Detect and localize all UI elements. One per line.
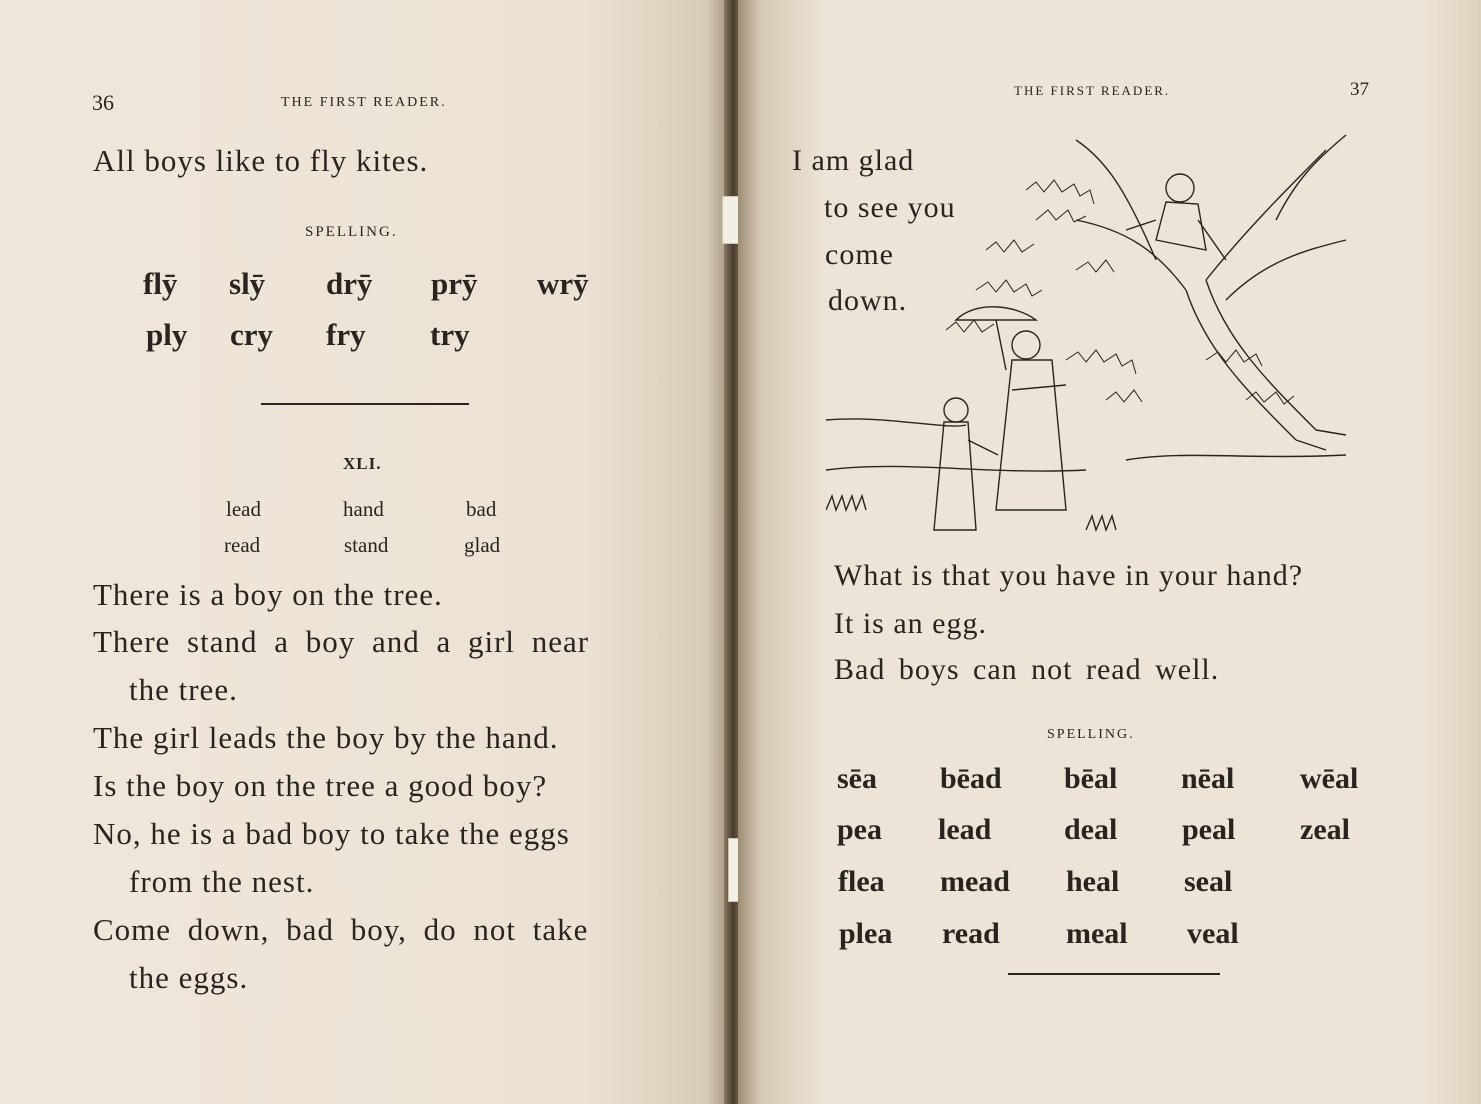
spelling-word: peal [1182,813,1236,846]
text-line: No, he is a bad boy to take the eggs [93,816,570,851]
spelling-word: nēal [1181,762,1235,795]
opening-line: All boys like to fly kites. [93,143,429,178]
spelling-heading: SPELLING. [305,224,398,240]
woman-head-icon [1012,331,1040,359]
tree-trunk-icon [1186,280,1316,440]
caption-line: I am glad [792,144,915,177]
boy-head-icon [1166,174,1194,202]
spelling-word: try [430,317,470,352]
spelling-word: wēal [1300,762,1359,795]
spelling-word: ply [146,317,188,352]
text-line: Bad boys can not read well. [834,653,1220,686]
spelling-word: cry [230,317,274,352]
foliage-icon [946,180,1294,404]
child-head-icon [944,398,968,422]
vocab-word: stand [344,533,389,557]
spelling-word: flea [838,865,885,898]
text-line: What is that you have in your hand? [834,559,1304,592]
page-number: 36 [92,90,114,115]
text-line: The girl leads the boy by the hand. [93,720,559,755]
text-line: There is a boy on the tree. [93,577,443,612]
running-head: THE FIRST READER. [1014,83,1171,98]
spelling-word: heal [1066,865,1120,898]
spelling-word: prȳ [431,266,478,301]
section-divider [1008,973,1220,975]
caption-line: come [825,238,894,271]
text-line: the eggs. [129,960,249,995]
spelling-word: deal [1064,813,1118,846]
caption-line: down. [828,284,908,317]
spelling-word: drȳ [326,266,373,301]
spelling-word: slȳ [229,266,266,301]
spelling-word: veal [1187,917,1239,950]
spelling-word: mead [940,865,1010,898]
spelling-word: bēad [940,762,1002,795]
text-line: There stand a boy and a girl near [93,624,590,659]
spelling-word: read [942,917,1000,950]
vocab-word: bad [466,497,497,521]
text-line: Is the boy on the tree a good boy? [93,768,548,803]
vocab-word: hand [343,497,384,521]
spelling-word: zeal [1300,813,1350,846]
vocab-word: lead [226,497,261,521]
spelling-word: seal [1184,865,1233,898]
spelling-word: pea [837,813,882,846]
lesson-number: XLI. [343,454,382,473]
spelling-word: wrȳ [537,266,589,301]
section-divider [261,403,469,405]
parasol-icon [956,307,1036,320]
spelling-word: meal [1066,917,1128,950]
text-line: Come down, bad boy, do not take [93,912,589,947]
vocab-word: read [224,533,261,557]
page-number: 37 [1350,79,1369,100]
spelling-word: bēal [1064,762,1118,795]
text-line: from the nest. [129,864,315,899]
spelling-word: sēa [837,762,877,795]
spelling-word: plea [839,917,893,950]
spelling-word: lead [938,813,992,846]
running-head: THE FIRST READER. [281,95,447,110]
spelling-heading: SPELLING. [1047,727,1135,742]
caption-line: to see you [824,191,956,224]
right-page [738,0,1481,1104]
vocab-word: glad [464,533,501,557]
spelling-word: fry [326,317,366,352]
left-page [0,0,728,1104]
text-line: It is an egg. [834,607,987,640]
spelling-word: flȳ [143,266,178,301]
text-line: the tree. [129,672,238,707]
engraving-illustration [826,130,1356,550]
